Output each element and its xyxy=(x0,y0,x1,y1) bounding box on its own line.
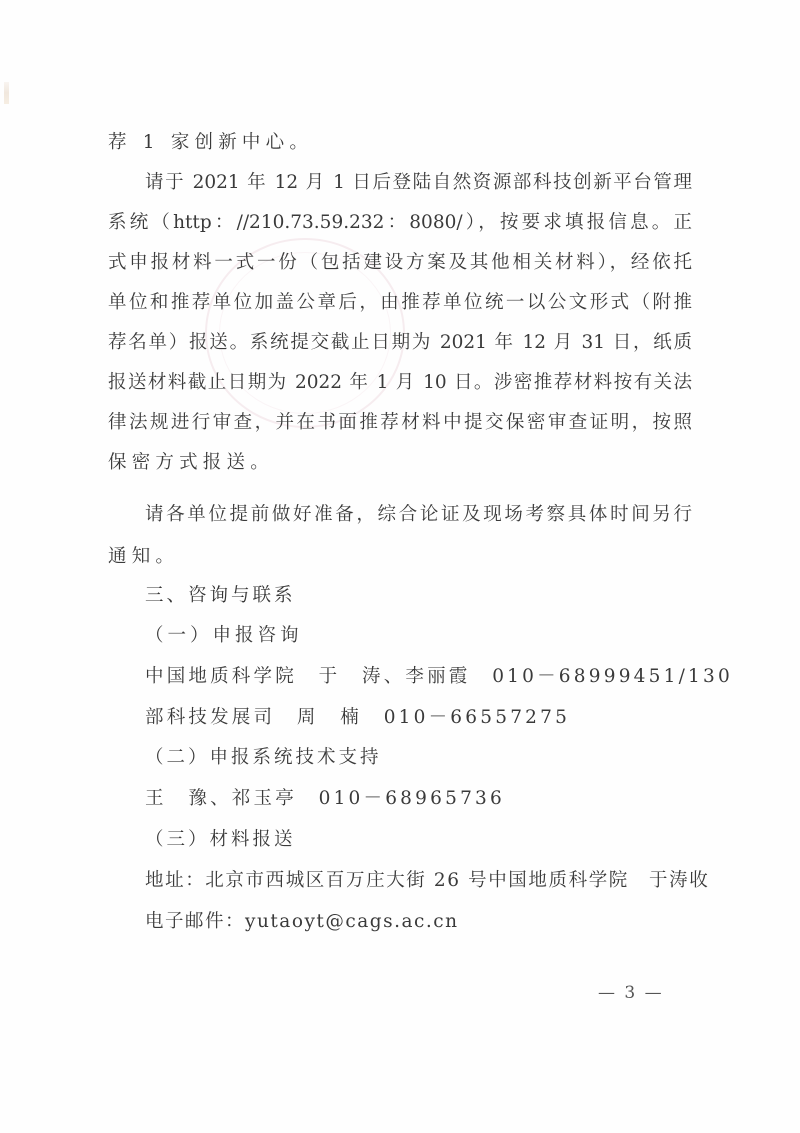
subsection-heading: （一）申报咨询 xyxy=(145,625,303,646)
paragraph-continuation: 荐 1 家创新中心。 xyxy=(108,132,314,153)
paragraph-line: 式申报材料一式一份（包括建设方案及其他相关材料），经依托 xyxy=(108,252,692,273)
scan-margin-mark xyxy=(4,82,9,104)
contact-line: 王 豫、祁玉亭 010－68965736 xyxy=(145,788,505,809)
paragraph-line: 请于 2021 年 12 月 1 日后登陆自然资源部科技创新平台管理 xyxy=(145,172,692,193)
paragraph-line: 通知。 xyxy=(108,546,180,567)
subsection-heading: （三）材料报送 xyxy=(145,829,296,850)
subsection-heading: （二）申报系统技术支持 xyxy=(145,747,382,768)
paragraph-line: 单位和推荐单位加盖公章后，由推荐单位统一以公文形式（附推 xyxy=(108,292,692,313)
contact-line: 中国地质科学院 于 涛、李丽霞 010－68999451/130 xyxy=(145,666,733,687)
paragraph-line: 系统（http：//210.73.59.232：8080/），按要求填报信息。正 xyxy=(108,212,692,233)
email-line: 电子邮件：yutaoyt@cags.ac.cn xyxy=(145,911,459,932)
section-heading: 三、咨询与联系 xyxy=(145,585,296,606)
contact-line: 部科技发展司 周 楠 010－66557275 xyxy=(145,707,571,728)
paragraph-line: 律法规进行审查，并在书面推荐材料中提交保密审查证明，按照 xyxy=(108,412,692,433)
page-number: — 3 — xyxy=(598,983,664,1003)
paragraph-line: 荐名单）报送。系统提交截止日期为 2021 年 12 月 31 日，纸质 xyxy=(108,332,692,353)
paragraph-line: 请各单位提前做好准备，综合论证及现场考察具体时间另行 xyxy=(145,504,692,525)
paragraph-line: 报送材料截止日期为 2022 年 1 月 10 日。涉密推荐材料按有关法 xyxy=(108,372,692,393)
paragraph-line: 保密方式报送。 xyxy=(108,452,274,473)
address-line: 地址：北京市西城区百万庄大街 26 号中国地质科学院 于涛收 xyxy=(145,870,710,891)
